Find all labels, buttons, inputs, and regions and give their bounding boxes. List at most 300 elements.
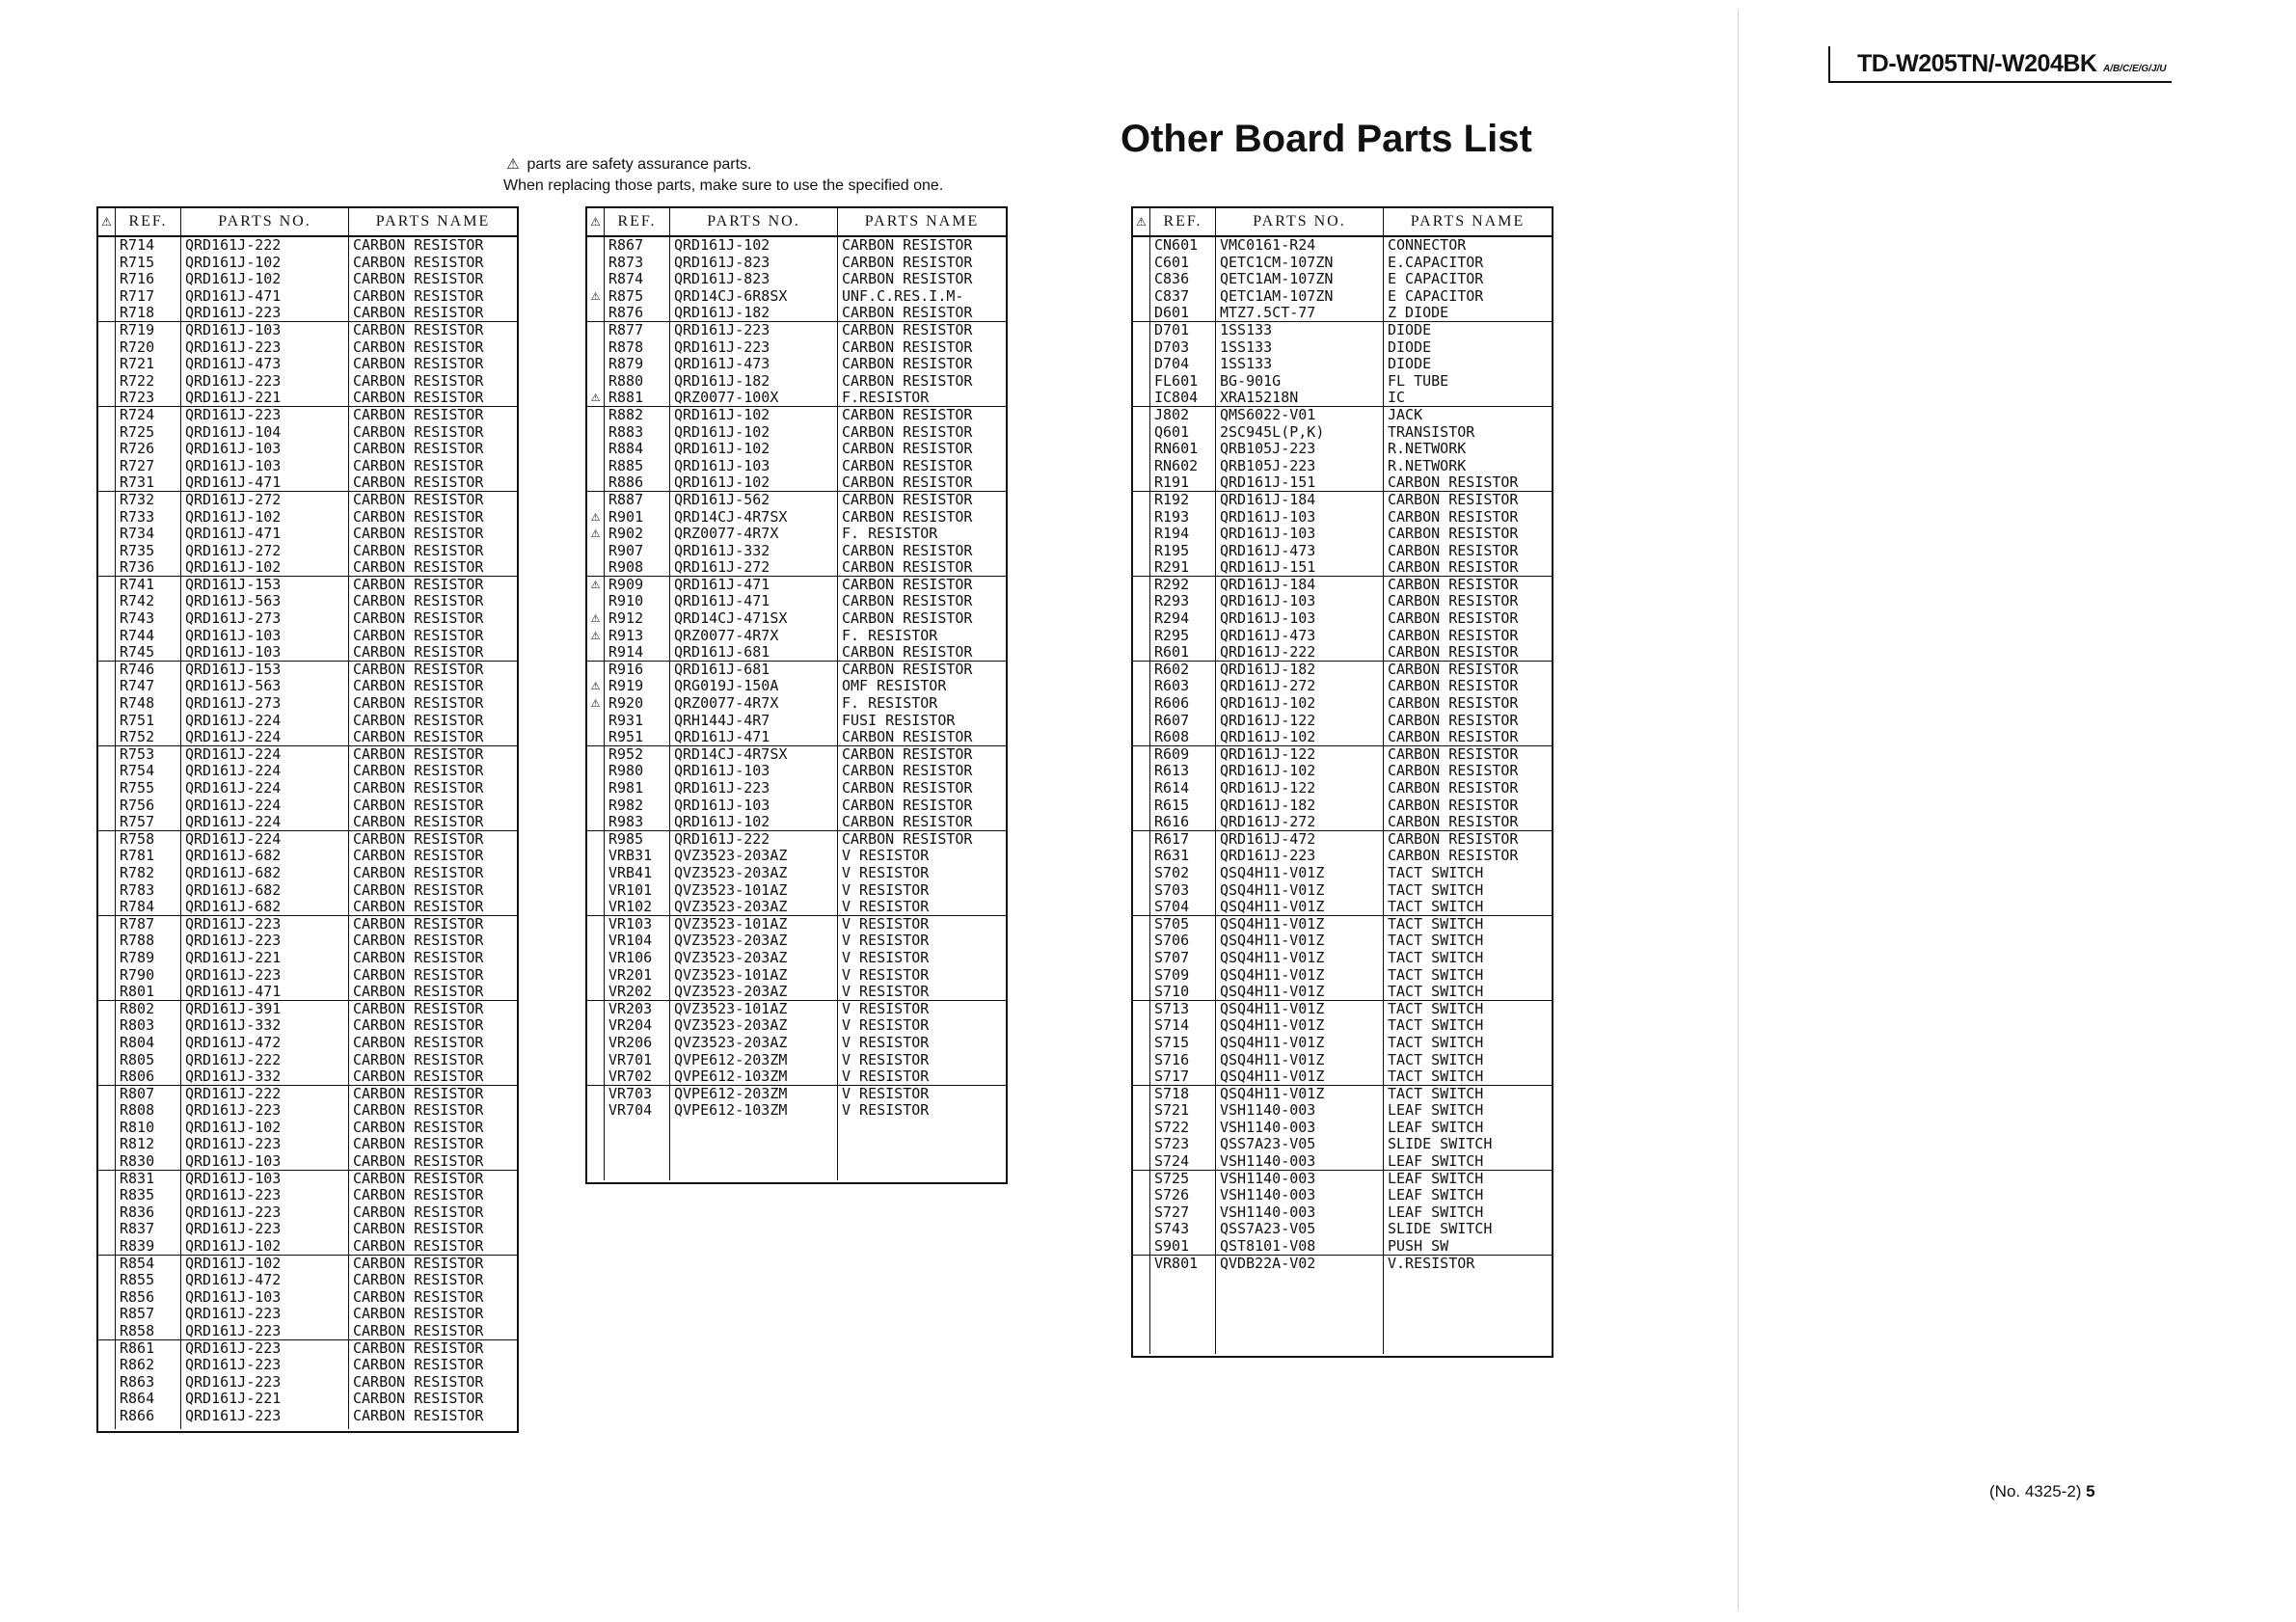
cell-ref: VR102 <box>605 899 669 916</box>
cell-mark <box>587 950 604 967</box>
cell-ref: R789 <box>120 949 155 966</box>
cell-ref: R881 <box>605 390 669 407</box>
cell-ref: R788 <box>120 933 155 950</box>
cell-parts-name: CARBON RESISTOR <box>353 933 484 950</box>
cell-ref: RN601 <box>1154 441 1199 458</box>
cell-parts-no: QRD161J-471 <box>674 576 770 593</box>
cell-mark <box>587 1035 604 1052</box>
cell-ref: R295 <box>1154 627 1190 644</box>
cell-ref: S703 <box>1154 881 1190 899</box>
cell-mark <box>1133 1256 1149 1273</box>
cell-parts-name: V RESISTOR <box>842 966 930 984</box>
header-mark: ⚠ <box>1133 208 1150 235</box>
cell-parts-no: QRD161J-103 <box>181 644 348 662</box>
cell-ref: VR801 <box>1154 1255 1199 1272</box>
cell-mark <box>98 644 115 662</box>
cell-ref: R716 <box>120 271 155 288</box>
cell-parts-name: V RESISTOR <box>842 1051 930 1068</box>
cell-parts-no: QRD161J-102 <box>674 237 770 254</box>
cell-parts-name: CARBON RESISTOR <box>842 763 973 780</box>
cell-parts-no: QRD161J-272 <box>185 542 282 559</box>
cell-parts-name: CARBON RESISTOR <box>353 780 484 797</box>
cell-parts-no: QST8101-V08 <box>1216 1238 1383 1256</box>
cell-parts-name: CARBON RESISTOR <box>838 644 1006 662</box>
cell-ref: R863 <box>120 1373 155 1391</box>
cell-mark <box>1133 1035 1149 1052</box>
cell-parts-name: CARBON RESISTOR <box>353 1017 484 1035</box>
cell-mark: ⚠ <box>590 510 601 524</box>
cell-parts-name: CARBON RESISTOR <box>353 1085 484 1102</box>
cell-mark <box>98 865 115 882</box>
cell-ref: R876 <box>605 305 669 322</box>
cell-mark <box>1133 610 1149 628</box>
cell-mark <box>1133 509 1149 527</box>
column-parts-name <box>1384 237 1552 1354</box>
cell-parts-no: QRD161J-102 <box>670 474 837 492</box>
cell-parts-name: CARBON RESISTOR <box>353 1034 484 1051</box>
cell-mark <box>1133 577 1149 594</box>
cell-parts-no: MTZ7.5CT-77 <box>1216 305 1383 322</box>
cell-parts-no: QRD161J-221 <box>185 949 282 966</box>
cell-mark <box>1133 967 1149 985</box>
cell-parts-name: TACT SWITCH <box>1384 899 1552 916</box>
cell-ref: R877 <box>608 321 644 338</box>
cell-mark <box>587 1086 604 1103</box>
cell-mark <box>587 967 604 985</box>
cell-ref: R782 <box>120 864 155 881</box>
cell-ref: S717 <box>1150 1068 1215 1086</box>
cell-parts-no: QRD161J-153 <box>185 576 282 593</box>
cell-ref: R603 <box>1154 678 1190 695</box>
cell-parts-no: QRD14CJ-471SX <box>674 610 788 628</box>
cell-ref: CN601 <box>1154 237 1199 254</box>
cell-mark <box>1133 984 1149 1001</box>
cell-mark <box>1133 492 1149 509</box>
cell-parts-no: QRD161J-471 <box>670 729 837 746</box>
document-number: (No. 4325-2) <box>1989 1482 2082 1500</box>
cell-ref: R753 <box>120 745 155 763</box>
cell-parts-no: QRD161J-471 <box>674 593 770 610</box>
cell-mark <box>98 1102 115 1120</box>
cell-parts-name: CARBON RESISTOR <box>353 1136 484 1153</box>
cell-ref: D701 <box>1154 321 1190 338</box>
column-ref <box>605 237 670 1180</box>
cell-mark <box>98 1171 115 1188</box>
cell-parts-name: CARBON RESISTOR <box>353 1357 484 1374</box>
cell-mark <box>1133 865 1149 882</box>
cell-ref: R195 <box>1154 542 1190 559</box>
cell-ref: VRB41 <box>608 864 653 881</box>
cell-mark <box>1133 933 1149 950</box>
cell-parts-no: QRD161J-223 <box>185 933 282 950</box>
cell-parts-no: QRD161J-223 <box>185 1357 282 1374</box>
cell-parts-name: CARBON RESISTOR <box>353 1255 484 1272</box>
cell-ref: R757 <box>116 814 180 831</box>
cell-mark <box>587 882 604 900</box>
cell-parts-name: Z DIODE <box>1384 305 1552 322</box>
cell-mark <box>1133 695 1149 713</box>
cell-ref: R882 <box>608 406 644 423</box>
cell-parts-name: CARBON RESISTOR <box>349 1068 517 1086</box>
cell-parts-name: V RESISTOR <box>842 848 930 865</box>
cell-parts-no: QRZ0077-4R7X <box>674 695 779 713</box>
cell-mark <box>98 1357 115 1374</box>
cell-parts-no: QRD161J-122 <box>1220 780 1316 797</box>
cell-ref: R781 <box>120 848 155 865</box>
cell-parts-name: E CAPACITOR <box>1388 287 1484 305</box>
cell-parts-name: CARBON RESISTOR <box>353 848 484 865</box>
cell-parts-no: QRD161J-103 <box>674 763 770 780</box>
cell-ref: R756 <box>120 797 155 814</box>
cell-ref: VR203 <box>608 1000 653 1017</box>
cell-parts-no: QRB105J-223 <box>1220 441 1316 458</box>
cell-parts-no: QRD161J-103 <box>185 457 282 474</box>
cell-parts-name: CARBON RESISTOR <box>353 1187 484 1204</box>
cell-ref: R714 <box>120 237 155 254</box>
cell-parts-name: UNF.C.RES.I.M- <box>842 287 964 305</box>
cell-mark: ⚠ <box>590 629 601 642</box>
cell-mark: ⚠ <box>590 289 601 303</box>
cell-parts-no: 1SS133 <box>1220 356 1273 373</box>
cell-parts-name: CARBON RESISTOR <box>1388 678 1519 695</box>
cell-mark <box>587 797 604 815</box>
cell-parts-name: CARBON RESISTOR <box>353 1170 484 1187</box>
cell-parts-name: CARBON RESISTOR <box>1388 763 1519 780</box>
cell-parts-name: V RESISTOR <box>838 984 1006 1001</box>
cell-parts-name: CARBON RESISTOR <box>1384 644 1552 662</box>
cell-parts-no: QVZ3523-203AZ <box>674 1017 788 1035</box>
cell-mark <box>587 746 604 764</box>
cell-parts-no: QRD161J-473 <box>674 356 770 373</box>
cell-parts-no: QSQ4H11-V01Z <box>1220 1034 1325 1051</box>
cell-mark <box>98 288 115 306</box>
cell-parts-name: CARBON RESISTOR <box>1384 474 1552 492</box>
cell-mark <box>587 339 604 357</box>
cell-ref: R601 <box>1150 644 1215 662</box>
cell-mark <box>98 1120 115 1137</box>
cell-parts-no: QRD161J-223 <box>185 1187 282 1204</box>
cell-parts-name: CARBON RESISTOR <box>1388 661 1519 678</box>
cell-parts-name: CARBON RESISTOR <box>353 1000 484 1017</box>
cell-parts-no: QVDB22A-V02 <box>1220 1255 1316 1272</box>
cell-ref: S724 <box>1150 1153 1215 1171</box>
cell-parts-no: QRD161J-224 <box>185 780 282 797</box>
cell-ref: R733 <box>120 508 155 526</box>
column-parts-no <box>1216 237 1384 1354</box>
cell-parts-no: QVZ3523-203AZ <box>674 933 788 950</box>
cell-ref: R981 <box>608 780 644 797</box>
cell-mark <box>98 628 115 645</box>
cell-parts-no: QSQ4H11-V01Z <box>1220 1017 1325 1035</box>
cell-parts-no: QRD161J-223 <box>185 372 282 390</box>
cell-parts-no: QSQ4H11-V01Z <box>1220 966 1325 984</box>
cell-parts-no: QRG019J-150A <box>674 678 779 695</box>
cell-mark <box>98 509 115 527</box>
cell-mark <box>587 1001 604 1018</box>
cell-parts-no: QRD161J-184 <box>1220 576 1316 593</box>
cell-parts-name: CARBON RESISTOR <box>353 356 484 373</box>
cell-parts-name: CARBON RESISTOR <box>1388 593 1519 610</box>
cell-mark <box>587 1068 604 1086</box>
cell-ref: S901 <box>1150 1238 1215 1256</box>
cell-ref: R725 <box>120 423 155 441</box>
cell-mark <box>1133 559 1149 577</box>
model-suffix: A/B/C/E/G/J/U <box>2102 64 2167 74</box>
cell-ref: C836 <box>1154 271 1190 288</box>
cell-mark <box>98 1017 115 1035</box>
cell-parts-name: CARBON RESISTOR <box>842 610 973 628</box>
cell-mark <box>98 441 115 458</box>
cell-mark <box>98 1136 115 1153</box>
cell-mark <box>98 390 115 407</box>
cell-parts-name: CARBON RESISTOR <box>353 695 484 713</box>
cell-ref: S715 <box>1154 1034 1190 1051</box>
header-parts-no: PARTS NO. <box>670 208 838 235</box>
cell-ref: R606 <box>1154 695 1190 713</box>
cell-mark <box>98 1204 115 1222</box>
cell-parts-name: CARBON RESISTOR <box>349 1323 517 1340</box>
cell-mark <box>1133 1187 1149 1204</box>
column-parts-no <box>670 237 838 1180</box>
cell-parts-no: QRD161J-103 <box>185 441 282 458</box>
cell-mark <box>98 729 115 746</box>
table-header <box>587 208 1006 237</box>
cell-parts-name: R.NETWORK <box>1388 441 1467 458</box>
cell-parts-no: QVZ3523-203AZ <box>674 848 788 865</box>
cell-parts-no: QRD161J-472 <box>185 1272 282 1289</box>
cell-mark: ⚠ <box>587 390 604 407</box>
cell-ref: R608 <box>1150 729 1215 746</box>
cell-parts-no: QRD161J-224 <box>185 763 282 780</box>
cell-parts-name: CARBON RESISTOR <box>353 338 484 356</box>
cell-mark <box>98 458 115 475</box>
cell-ref: S721 <box>1154 1102 1190 1120</box>
cell-ref: R602 <box>1154 661 1190 678</box>
cell-ref: FL601 <box>1154 372 1199 390</box>
cell-parts-name: FUSI RESISTOR <box>842 712 956 729</box>
cell-parts-name: CARBON RESISTOR <box>349 644 517 662</box>
cell-mark <box>1133 763 1149 780</box>
cell-mark <box>587 255 604 272</box>
cell-parts-name: LEAF SWITCH <box>1388 1102 1484 1120</box>
cell-mark <box>98 1153 115 1171</box>
cell-mark <box>1133 593 1149 610</box>
cell-parts-name: CARBON RESISTOR <box>1388 627 1519 644</box>
cell-ref: R718 <box>116 305 180 322</box>
cell-mark <box>98 967 115 985</box>
cell-parts-no: QRD161J-223 <box>185 966 282 984</box>
cell-ref: D703 <box>1154 338 1190 356</box>
parts-table-3 <box>1131 206 1553 1358</box>
cell-parts-name: CARBON RESISTOR <box>353 949 484 966</box>
cell-parts-no: 1SS133 <box>1220 321 1273 338</box>
cell-parts-no: QRD161J-103 <box>181 1153 348 1171</box>
cell-parts-name: CARBON RESISTOR <box>353 1373 484 1391</box>
cell-ref: R724 <box>120 406 155 423</box>
header-parts-no: PARTS NO. <box>1216 208 1384 235</box>
cell-parts-no: QRD161J-222 <box>1216 644 1383 662</box>
cell-mark <box>98 322 115 339</box>
cell-parts-name: TACT SWITCH <box>1388 1000 1484 1017</box>
cell-parts-no: QRD161J-221 <box>185 1391 282 1408</box>
cell-parts-name: CARBON RESISTOR <box>842 338 973 356</box>
cell-ref: R734 <box>120 526 155 543</box>
cell-parts-name: CARBON RESISTOR <box>1384 814 1552 831</box>
cell-mark <box>1133 1238 1149 1256</box>
cell-mark <box>1133 1204 1149 1222</box>
cell-mark <box>98 339 115 357</box>
cell-parts-name: TACT SWITCH <box>1388 881 1484 899</box>
cell-parts-name: F. RESISTOR <box>842 526 938 543</box>
cell-mark <box>98 1408 115 1425</box>
cell-mark <box>98 1035 115 1052</box>
cell-mark <box>1133 1153 1149 1171</box>
cell-ref: R983 <box>605 814 669 831</box>
cell-ref: R193 <box>1154 508 1190 526</box>
cell-ref: R192 <box>1154 491 1190 508</box>
cell-parts-no: QSS7A23-V05 <box>1220 1221 1316 1238</box>
cell-parts-name: CARBON RESISTOR <box>349 899 517 916</box>
cell-mark: ⚠ <box>590 680 601 693</box>
cell-ref: R614 <box>1154 780 1190 797</box>
cell-mark <box>1133 662 1149 679</box>
cell-parts-no: QRD161J-562 <box>674 491 770 508</box>
cell-mark <box>98 255 115 272</box>
cell-ref: R802 <box>120 1000 155 1017</box>
cell-parts-name: CARBON RESISTOR <box>842 372 973 390</box>
cell-ref: S722 <box>1154 1119 1190 1136</box>
cell-parts-name: CARBON RESISTOR <box>349 390 517 407</box>
cell-parts-name: CARBON RESISTOR <box>842 356 973 373</box>
cell-parts-no: QRD161J-102 <box>674 423 770 441</box>
cell-parts-name: CARBON RESISTOR <box>1388 542 1519 559</box>
cell-mark <box>1133 288 1149 306</box>
cell-parts-name: V RESISTOR <box>842 1102 930 1120</box>
cell-mark <box>587 933 604 950</box>
cell-mark <box>587 305 604 322</box>
cell-parts-no: QRD161J-223 <box>185 1339 282 1357</box>
cell-mark <box>98 577 115 594</box>
cell-ref: R837 <box>120 1221 155 1238</box>
page-number: 5 <box>2086 1482 2095 1500</box>
cell-parts-no: 2SC945L(P,K) <box>1220 423 1325 441</box>
cell-mark <box>587 492 604 509</box>
header-ref: REF. <box>116 208 181 235</box>
cell-mark <box>1133 474 1149 492</box>
cell-ref: VR702 <box>605 1068 669 1086</box>
cell-ref: R787 <box>120 915 155 933</box>
cell-parts-name: CARBON RESISTOR <box>353 830 484 848</box>
safety-notice-line1: ⚠ parts are safety assurance parts. <box>503 154 943 176</box>
cell-parts-name: CARBON RESISTOR <box>353 1119 484 1136</box>
cell-parts-no: QRD161J-223 <box>674 780 770 797</box>
cell-ref: R912 <box>608 610 644 628</box>
cell-ref: R982 <box>608 797 644 814</box>
cell-parts-no: QVPE612-203ZM <box>674 1085 788 1102</box>
cell-mark <box>98 950 115 967</box>
cell-parts-name: CARBON RESISTOR <box>842 661 973 678</box>
cell-ref: R908 <box>605 559 669 577</box>
cell-mark: ⚠ <box>590 527 601 541</box>
cell-parts-name: CARBON RESISTOR <box>842 457 973 474</box>
cell-parts-no: QETC1AM-107ZN <box>1220 287 1334 305</box>
cell-ref: R801 <box>116 984 180 1001</box>
cell-parts-no: QVPE612-203ZM <box>674 1051 788 1068</box>
cell-ref: S705 <box>1154 915 1190 933</box>
cell-parts-no: QRZ0077-4R7X <box>674 526 779 543</box>
cell-ref: R715 <box>120 254 155 271</box>
cell-ref: R194 <box>1154 526 1190 543</box>
cell-parts-no: QRD161J-223 <box>185 915 282 933</box>
cell-ref: VR101 <box>608 881 653 899</box>
cell-mark <box>587 984 604 1001</box>
cell-mark <box>1133 848 1149 865</box>
cell-ref: S704 <box>1150 899 1215 916</box>
cell-ref: VRB31 <box>608 848 653 865</box>
cell-parts-name: CARBON RESISTOR <box>842 271 973 288</box>
cell-parts-name: R.NETWORK <box>1388 457 1467 474</box>
safety-notice <box>503 154 943 197</box>
cell-parts-no: QRD161J-153 <box>185 661 282 678</box>
cell-ref: R883 <box>608 423 644 441</box>
cell-parts-name: V RESISTOR <box>842 864 930 881</box>
column-mark <box>587 237 605 1180</box>
cell-parts-name: CARBON RESISTOR <box>1384 729 1552 746</box>
cell-parts-name: CARBON RESISTOR <box>353 321 484 338</box>
cell-ref: R613 <box>1154 763 1190 780</box>
cell-ref: VR104 <box>608 933 653 950</box>
cell-parts-name: CARBON RESISTOR <box>353 1203 484 1221</box>
cell-mark <box>1133 356 1149 373</box>
cell-ref: R609 <box>1154 745 1190 763</box>
cell-parts-no: QRD161J-223 <box>185 1136 282 1153</box>
cell-ref: VR703 <box>608 1085 653 1102</box>
cell-parts-no: QRD161J-103 <box>185 1170 282 1187</box>
cell-parts-no: QRD161J-182 <box>1220 661 1316 678</box>
cell-mark <box>587 559 604 577</box>
cell-parts-no: QRD161J-102 <box>185 1119 282 1136</box>
cell-parts-name: LEAF SWITCH <box>1384 1153 1552 1171</box>
cell-parts-no: QRD161J-223 <box>185 1203 282 1221</box>
cell-ref: R907 <box>608 542 644 559</box>
cell-parts-no: QRD161J-473 <box>1220 627 1316 644</box>
cell-parts-name: CONNECTOR <box>1388 237 1467 254</box>
cell-mark <box>587 1052 604 1069</box>
cell-parts-name: CARBON RESISTOR <box>838 729 1006 746</box>
cell-parts-name: E CAPACITOR <box>1388 271 1484 288</box>
cell-mark <box>1133 1052 1149 1069</box>
cell-ref: R855 <box>120 1272 155 1289</box>
cell-ref: S725 <box>1154 1170 1190 1187</box>
cell-parts-name: TACT SWITCH <box>1384 1068 1552 1086</box>
cell-ref: R736 <box>116 559 180 577</box>
cell-parts-no: QMS6022-V01 <box>1220 406 1316 423</box>
cell-parts-name: CARBON RESISTOR <box>1388 695 1519 713</box>
cell-parts-no: 1SS133 <box>1220 338 1273 356</box>
cell-parts-no: QRD161J-102 <box>674 406 770 423</box>
cell-parts-name: F.RESISTOR <box>838 390 1006 407</box>
cell-mark <box>1133 526 1149 543</box>
cell-ref: R980 <box>608 763 644 780</box>
header-mark: ⚠ <box>98 208 116 235</box>
cell-ref: R292 <box>1154 576 1190 593</box>
cell-ref: S726 <box>1154 1187 1190 1204</box>
header-parts-name: PARTS NAME <box>1410 213 1526 230</box>
cell-ref: R886 <box>605 474 669 492</box>
cell-parts-no: QRD161J-102 <box>181 1238 348 1256</box>
cell-parts-name: TACT SWITCH <box>1388 1051 1484 1068</box>
cell-parts-no: QVZ3523-101AZ <box>674 1000 788 1017</box>
